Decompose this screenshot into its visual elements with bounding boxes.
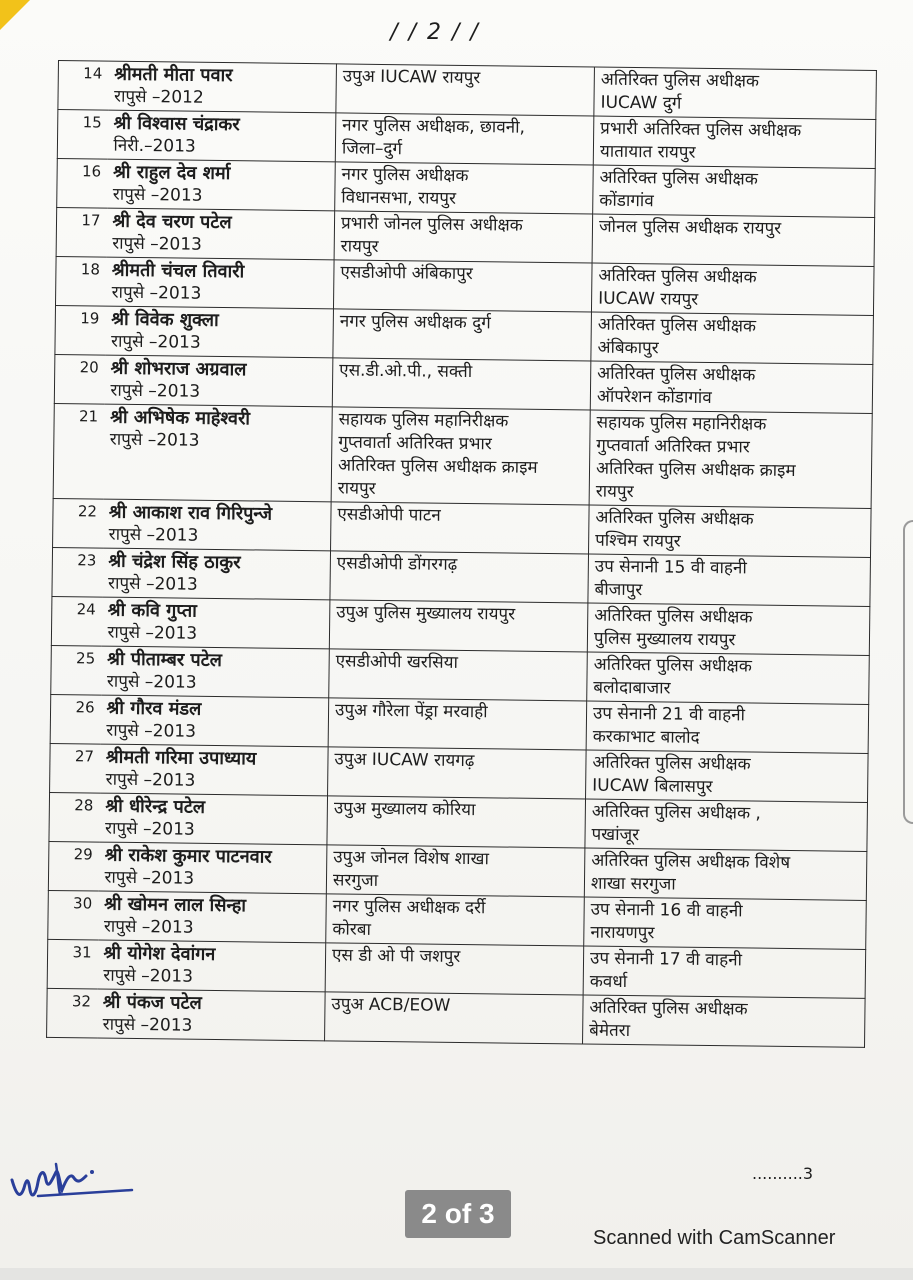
current-posting: उपुअ IUCAW रायपुर [336,64,595,116]
officer-name: श्री धीरेन्द्र पटेल [105,795,206,818]
new-posting: अतिरिक्त पुलिस अधीक्षक कोंडागांव [593,165,876,217]
current-posting: नगर पुलिस अधीक्षक दुर्ग [333,309,592,361]
continued-on-next-page: ..........3 [752,1164,814,1183]
current-posting: एसडीओपी अंबिकापुर [333,260,592,312]
serial-number: 20 [54,354,105,404]
officer-name: श्री राकेश कुमार पाटनवार [104,844,272,868]
new-posting: अतिरिक्त पुलिस अधीक्षक IUCAW बिलासपुर [586,750,869,802]
current-posting: उपुअ IUCAW रायगढ़ [328,747,587,799]
current-posting: एसडीओपी पाटन [331,502,590,554]
service-batch: रापुसे –2013 [112,184,203,206]
officer-cell [103,499,332,551]
service-batch: रापुसे –2013 [104,818,195,840]
serial-number: 23 [52,547,103,597]
table-row [47,988,866,1047]
serial-number: 21 [53,403,104,499]
new-posting: प्रभारी अतिरिक्त पुलिस अधीक्षक यातायात रायपुर [593,116,876,168]
service-batch: रापुसे –2013 [102,1014,193,1036]
new-posting: सहायक पुलिस महानिरीक्षक गुप्तवार्ता अतिरिक्त प्रभार अतिरिक्त पुलिस अधीक्षक क्राइम रायपुर [589,410,872,508]
officer-name: श्रीमती मीता पवार [114,63,233,87]
officer-name: श्री गौरव मंडल [106,697,202,720]
current-posting: प्रभारी जोनल पुलिस अधीक्षक रायपुर [334,211,593,263]
officer-name: श्रीमती गरिमा उपाध्याय [105,746,257,770]
officer-cell [105,306,334,358]
officer-cell [107,110,336,162]
officer-name: श्री चंद्रेश सिंह ठाकुर [108,550,241,574]
officer-name: श्री पंकज पटेल [102,991,202,1014]
service-batch: रापुसे –2013 [110,380,201,402]
serial-number: 28 [49,792,100,842]
officer-cell [102,548,331,600]
current-posting: उपुअ ACB/EOW [325,992,584,1044]
officer-name: श्री विवेक शुक्ला [111,308,219,331]
current-posting: एसडीओपी डोंगरगढ़ [330,551,589,603]
officer-cell [101,597,330,649]
officer-cell [98,891,327,943]
officer-name: श्री विश्वास चंद्राकर [113,112,240,136]
officer-cell [100,695,329,747]
serial-number: 31 [47,939,98,989]
current-posting: नगर पुलिस अधीक्षक विधानसभा, रायपुर [335,162,594,214]
current-posting: उपुअ गौरेला पेंड्रा मरवाही [328,698,587,750]
service-batch: रापुसे –2013 [112,233,203,255]
page-number-marker: / / 2 / / [390,20,480,45]
serial-number: 26 [50,694,101,744]
new-posting: अतिरिक्त पुलिस अधीक्षक अंबिकापुर [591,312,874,364]
scanner-watermark: Scanned with CamScanner [593,1227,836,1249]
officer-cell [97,989,326,1041]
officer-cell [103,404,332,502]
current-posting: एस.डी.ओ.पी., सक्ती [332,358,591,410]
service-batch: रापुसे –2013 [107,573,198,595]
service-batch: रापुसे –2013 [108,524,199,546]
officer-cell [99,793,328,845]
transfer-table [46,60,877,1048]
scroll-handle[interactable] [903,520,913,824]
service-batch: रापुसे –2012 [113,86,204,108]
current-posting: एस डी ओ पी जशपुर [325,943,584,995]
serial-number: 32 [47,988,98,1038]
new-posting: अतिरिक्त पुलिस अधीक्षक ऑपरेशन कोंडागांव [590,361,873,413]
serial-number: 15 [57,110,108,160]
service-batch: रापुसे –2013 [103,916,194,938]
current-posting: उपुअ मुख्यालय कोरिया [327,796,586,848]
service-batch: रापुसे –2013 [110,331,201,353]
officer-name: श्रीमती चंचल तिवारी [111,259,245,283]
officer-cell [104,355,333,407]
current-posting: उपुअ पुलिस मुख्यालय रायपुर [329,600,588,652]
page-indicator: 2 of 3 [405,1190,511,1238]
serial-number: 25 [51,645,102,695]
service-batch: रापुसे –2013 [106,671,197,693]
viewer-bottom-bar [0,1268,913,1280]
serial-number: 29 [48,841,99,891]
officer-name: श्री अभिषेक माहेश्वरी [110,406,251,430]
signature-image [8,1150,138,1210]
serial-number: 18 [56,256,107,306]
officer-name: श्री कवि गुप्ता [107,599,197,622]
service-batch: निरी.–2013 [113,135,196,157]
new-posting: उप सेनानी 21 वी वाहनी करकाभाट बालोद [586,701,869,753]
officer-cell [98,842,327,894]
new-posting: उप सेनानी 15 वी वाहनी बीजापुर [588,554,871,606]
officer-name: श्री राहुल देव शर्मा [113,161,231,185]
officer-cell [100,744,329,796]
service-batch: रापुसे –2013 [111,282,202,304]
new-posting: अतिरिक्त पुलिस अधीक्षक IUCAW रायपुर [591,263,874,315]
officer-cell [101,646,330,698]
officer-name: श्री शोभराज अग्रवाल [110,357,247,381]
serial-number: 19 [55,305,106,355]
new-posting: उप सेनानी 17 वी वाहनी कवर्धा [583,946,866,998]
current-posting: एसडीओपी खरसिया [329,649,588,701]
current-posting: नगर पुलिस अधीक्षक दर्री कोरबा [326,894,585,946]
serial-number: 24 [51,596,102,646]
officer-name: श्री देव चरण पटेल [112,210,232,234]
serial-number: 22 [53,498,104,548]
current-posting: उपुअ जोनल विशेष शाखा सरगुजा [326,845,585,897]
table-row [53,403,872,508]
new-posting: अतिरिक्त पुलिस अधीक्षक बलोदाबाजार [587,652,870,704]
service-batch: रापुसे –2013 [103,965,194,987]
new-posting: अतिरिक्त पुलिस अधीक्षक पुलिस मुख्यालय रायपुर [587,603,870,655]
current-posting: नगर पुलिस अधीक्षक, छावनी, जिला–दुर्ग [335,113,594,165]
serial-number: 14 [58,61,109,111]
service-batch: रापुसे –2013 [107,622,198,644]
new-posting: अतिरिक्त पुलिस अधीक्षक , पखांजूर [585,799,868,851]
folded-corner [0,0,30,30]
new-posting: अतिरिक्त पुलिस अधीक्षक बेमेतरा [583,995,866,1047]
new-posting: अतिरिक्त पुलिस अधीक्षक IUCAW दुर्ग [594,67,877,119]
service-batch: रापुसे –2013 [109,429,200,451]
serial-number: 17 [56,207,107,257]
new-posting: अतिरिक्त पुलिस अधीक्षक पश्चिम रायपुर [589,505,872,557]
service-batch: रापुसे –2013 [106,720,197,742]
serial-number: 16 [57,158,108,208]
serial-number: 30 [48,890,99,940]
officer-cell [106,208,335,260]
officer-cell [108,61,337,113]
serial-number: 27 [50,743,101,793]
officer-name: श्री आकाश राव गिरिपुन्जे [108,501,273,525]
officer-name: श्री खोमन लाल सिन्हा [104,893,247,917]
officer-name: श्री योगेश देवांगन [103,942,216,965]
new-posting: उप सेनानी 16 वी वाहनी नारायणपुर [584,897,867,949]
transfer-table-body [47,61,877,1048]
new-posting: जोनल पुलिस अधीक्षक रायपुर [592,214,875,266]
officer-name: श्री पीताम्बर पटेल [107,648,223,672]
new-posting: अतिरिक्त पुलिस अधीक्षक विशेष शाखा सरगुजा [584,848,867,900]
officer-cell [107,159,336,211]
officer-cell [105,257,334,309]
service-batch: रापुसे –2013 [105,769,196,791]
officer-cell [97,940,326,992]
service-batch: रापुसे –2013 [104,867,195,889]
current-posting: सहायक पुलिस महानिरीक्षक गुप्तवार्ता अतिरिक्त प्रभार अतिरिक्त पुलिस अधीक्षक क्राइम रायपुर [331,407,590,505]
